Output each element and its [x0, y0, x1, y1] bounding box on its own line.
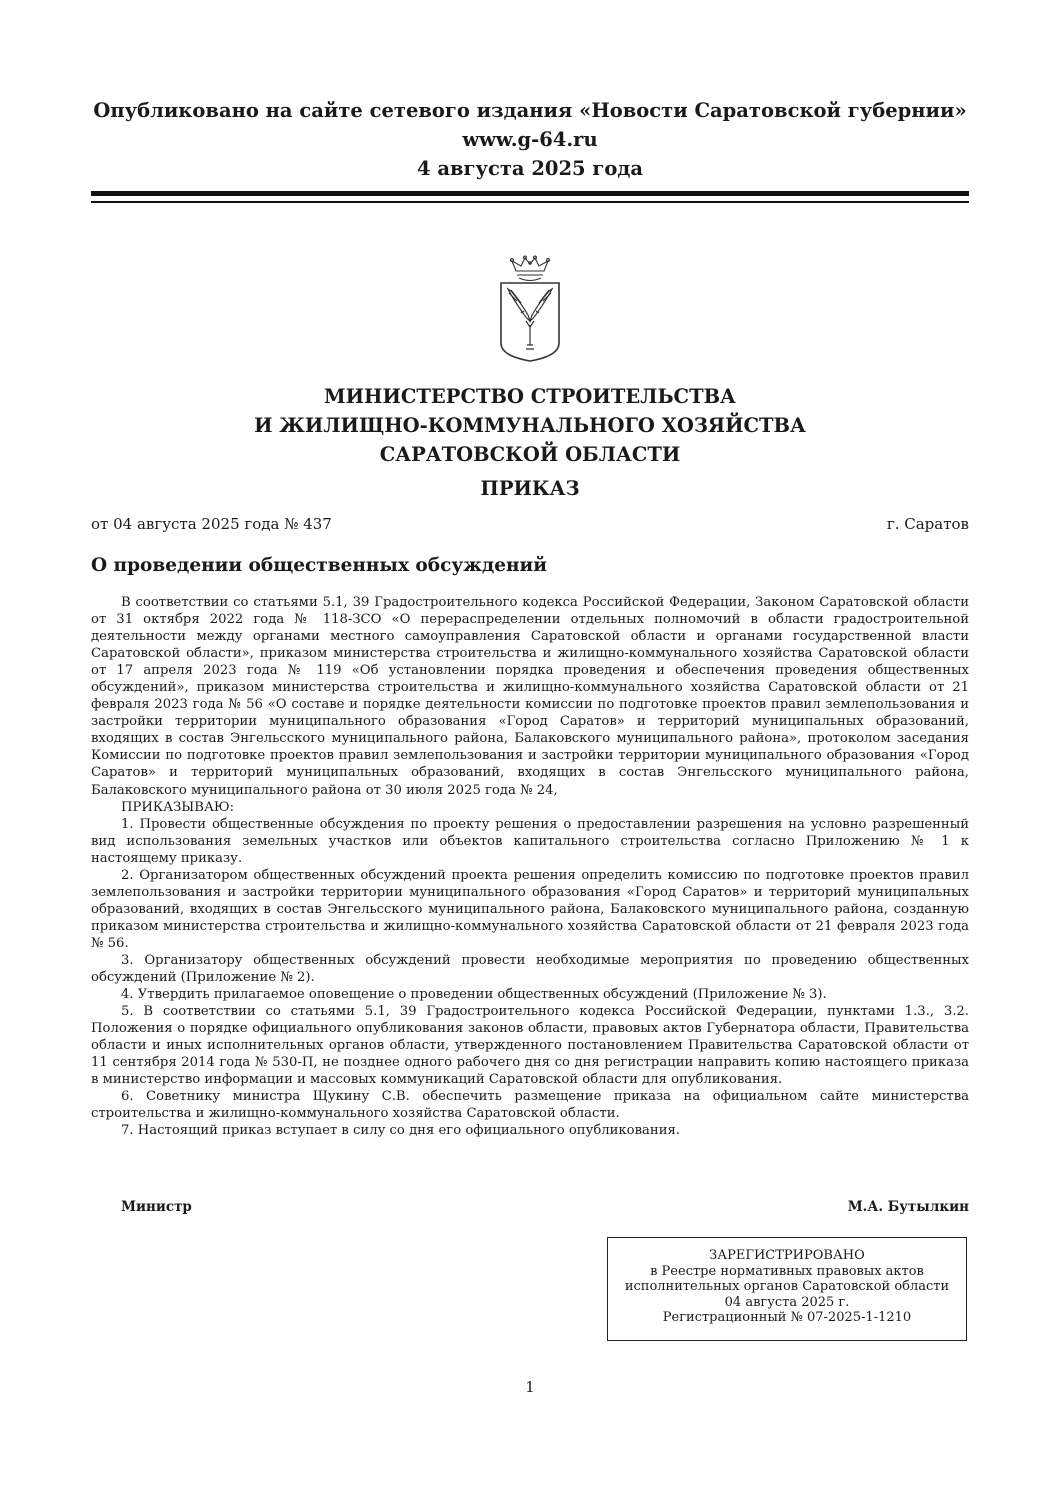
registration-line-4: 04 августа 2025 г.	[724, 1294, 850, 1310]
header-rule-thin	[91, 201, 969, 203]
paragraph-item-4: 4. Утвердить прилагаемое оповещение о проведении общественных обсуждений (Приложение № 3).	[121, 987, 827, 1003]
paragraph-order-word: ПРИКАЗЫВАЮ:	[121, 799, 235, 815]
paragraph-item-2: 2. Организатором общественных обсуждений проекта решения определить комиссию по подготовке проектов правил землепользования и застройки территории муниципального образования «Город Саратов» и территорий муниципальных образований, входящих в состав Энгельсского муниципального района, Балаковского муниципального района, созданную приказом министерства строительства и жилищно-коммунального хозяйства Саратовской области от 21 февраля 2023 года № 56.	[91, 867, 969, 951]
ministry-line-2: И ЖИЛИЩНО-КОММУНАЛЬНОГО ХОЗЯЙСТВА	[254, 414, 806, 437]
ministry-line-1: МИНИСТЕРСТВО СТРОИТЕЛЬСТВА	[324, 385, 736, 408]
document-type: ПРИКАЗ	[480, 477, 580, 500]
registration-line-5: Регистрационный № 07-2025-1-1210	[662, 1310, 912, 1326]
saratov-coat-of-arms-icon	[497, 255, 563, 363]
order-city: г. Саратов	[886, 515, 969, 533]
page-number: 1	[525, 1378, 535, 1396]
paragraph-item-6: 6. Советнику министра Щукину С.В. обеспечить размещение приказа на официальном сайте министерства строительства и жилищно-коммунального хозяйства Саратовской области.	[91, 1089, 969, 1122]
order-body	[91, 594, 969, 1140]
signature-block	[121, 1197, 969, 1217]
paragraph-item-7: 7. Настоящий приказ вступает в силу со дня его официального опубликования.	[121, 1123, 680, 1139]
signature-name: М.А. Бутылкин	[847, 1199, 969, 1215]
publication-header	[0, 96, 1060, 183]
registration-line-2: в Реестре нормативных правовых актов	[650, 1263, 924, 1279]
order-date: от 04 августа 2025 года № 437	[91, 515, 332, 533]
registration-line-3: исполнительных органов Саратовской области	[624, 1279, 950, 1295]
publication-line: Опубликовано на сайте сетевого издания «Новости Саратовской губернии»	[93, 99, 967, 122]
header-rule-thick	[91, 191, 969, 196]
publication-date: 4 августа 2025 года	[416, 157, 643, 180]
order-subject: О проведении общественных обсуждений	[91, 555, 547, 576]
paragraph-item-3: 3. Организатору общественных обсуждений провести необходимые мероприятия по проведению общественных обсуждений (Приложение № 2).	[91, 952, 969, 986]
registration-line-1: ЗАРЕГИСТРИРОВАНО	[709, 1248, 865, 1263]
paragraph-item-1: 1. Провести общественные обсуждения по проекту решения о предоставлении разрешения на условно разрешенный вид использования земельных участков или объектов капитального строительства согласно Приложению № 1 к настоящему приказу.	[91, 816, 969, 866]
paragraph-preamble: В соответствии со статьями 5.1, 39 Градостроительного кодекса Российской Федерации, Законом Саратовской области от 31 октября 2022 года № 118-ЗСО «О перераспределении отдельных полномочий в области градостроительной деятельности между органами местного самоуправления Саратовской области и органами государственной власти Саратовской области», приказом министерства строительства и жилищно-коммунального хозяйства Саратовской области от 17 апреля 2023 года № 119 «Об установлении порядка проведения и обеспечения проведения общественных обсуждений», приказом министерства строительства и жилищно-коммунального хозяйства Саратовской области от 21 февраля 2023 года № 56 «О составе и порядке деятельности комиссии по подготовке проектов правил землепользования и застройки территории муниципального образования «Город Саратов» и территорий муниципальных образований, входящих в состав Энгельсского муниципального района, Балаковского муниципального района», протоколом заседания Комиссии по подготовке проектов правил землепользования и застройки территории муниципального образования «Город Саратов» и территорий муниципальных образований, входящих в состав Энгельсского муниципального района, Балаковского муниципального района от 30 июля 2025 года № 24,	[91, 595, 969, 798]
registration-stamp	[607, 1237, 967, 1341]
publication-site: www.g-64.ru	[462, 128, 598, 151]
ministry-name	[0, 382, 1060, 469]
signature-position: Министр	[121, 1199, 192, 1215]
order-date-line	[91, 514, 969, 534]
ministry-line-3: САРАТОВСКОЙ ОБЛАСТИ	[379, 443, 681, 466]
paragraph-item-5: 5. В соответствии со статьями 5.1, 39 Градостроительного кодекса Российской Федерации, пунктами 1.3., 3.2. Положения о порядке официального опубликования законов области, правовых актов Губернатора области, Правительства области и иных исполнительных органов области, утвержденного постановлением Правительства Саратовской области от 11 сентября 2014 года № 530-П, не позднее одного рабочего дня со дня регистрации направить копию настоящего приказа в министерство информации и массовых коммуникаций Саратовской области для опубликования.	[91, 1004, 969, 1088]
